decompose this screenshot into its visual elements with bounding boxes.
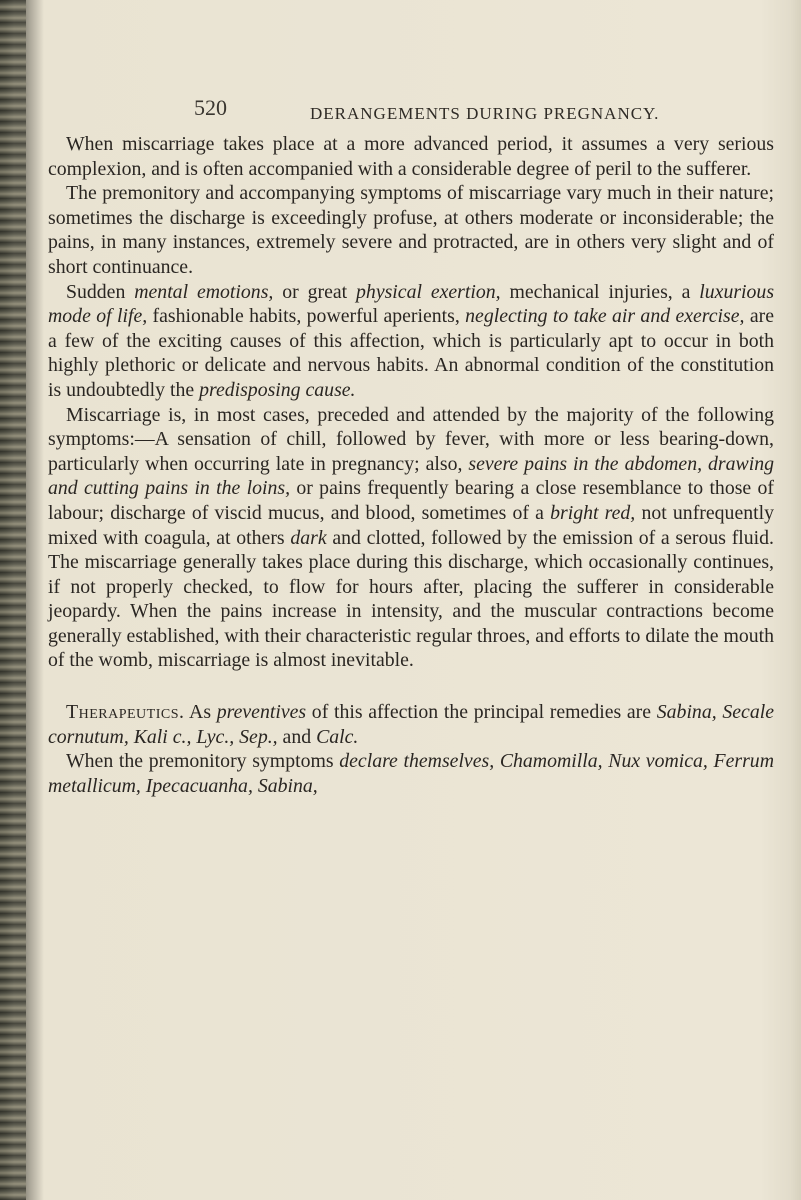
- p3-italic-d: physical exertion,: [356, 280, 501, 303]
- p4-italic-f: dark: [290, 526, 327, 549]
- p3-text-g: fashionable habits, powerful aperients,: [147, 305, 466, 328]
- p6-italic-b: declare themselves, Chamomilla, Nux vomica, Ferrum metallicum, Ipecacuanha, Sabina,: [48, 750, 774, 797]
- p3-italic-h: neglecting to take air and exercise,: [465, 305, 745, 328]
- p6-text-a: When the premonitory symptoms: [66, 750, 340, 773]
- p4-text-a: Miscarriage is, in most cases, preceded and attended by the majority of the following symptoms:—A sensation of chill, followed by fever, with more or less bearing-down, particularly when occurring late in pregnancy; also,: [48, 403, 774, 475]
- page-number: 520: [194, 95, 227, 120]
- p4-text-e: not unfrequently mixed with coagula, at others: [48, 501, 774, 549]
- paragraph-1: When miscarriage takes place at a more advanced period, it assumes a very serious complexion, and is often accompanied with a considerable degree of peril to the sufferer.: [48, 133, 774, 180]
- p5-text-d: of this affection the principal remedies are: [306, 701, 657, 724]
- p3-italic-j: predisposing cause.: [199, 378, 356, 401]
- book-gutter: [0, 0, 26, 1200]
- paragraph-5: [48, 700, 774, 749]
- paragraph-3: [48, 280, 774, 403]
- p3-italic-b: mental emotions,: [134, 280, 274, 303]
- p4-text-c: or pains frequently bearing a close resemblance to those of labour; discharge of viscid mucus, and blood, sometimes of a: [48, 477, 774, 524]
- p4-italic-d: bright red,: [550, 501, 636, 524]
- p3-text-c: or great: [273, 280, 357, 303]
- p3-text-e: mechanical injuries, a: [500, 280, 700, 303]
- paragraph-6: [48, 749, 774, 798]
- page-header: [48, 96, 774, 132]
- p4-italic-b: severe pains in the abdomen, drawing and cutting pains in the loins,: [48, 452, 774, 500]
- page-text: [48, 96, 774, 798]
- p3-text-a: Sudden: [66, 280, 135, 303]
- p5-text-b: As: [184, 701, 217, 724]
- p5-italic-g: Calc.: [316, 725, 359, 748]
- p5-italic-e: Sabina, Secale cornutum, Kali c., Lyc., Sep.,: [48, 701, 774, 748]
- p3-text-i: are a few of the exciting causes of this affection, which is particularly apt to occur in both highly plethoric or delicate and nervous habits. An abnormal condition of the constitution is undoubtedly the: [48, 305, 774, 401]
- section-heading-therapeutics: Therapeutics.: [66, 701, 185, 724]
- running-head: DERANGEMENTS DURING PREGNANCY.: [310, 104, 660, 123]
- gutter-shadow: [26, 0, 44, 1200]
- p5-italic-c: preventives: [216, 701, 307, 724]
- paragraph-4: [48, 403, 774, 674]
- p4-text-g: and clotted, followed by the emission of a serous fluid. The miscarriage generally takes place during this discharge, which occasionally continues, if not properly checked, to flow for hours after, placing the sufferer in considerable jeopardy. When the pains increase in intensity, and the muscular contractions become generally established, with their characteristic regular throes, and efforts to dilate the mouth of the womb, miscarriage is almost inevitable.: [48, 526, 774, 672]
- p3-italic-f: luxurious mode of life,: [48, 280, 775, 328]
- paragraph-2: The premonitory and accompanying symptoms of miscarriage vary much in their nature; sometimes the discharge is exceedingly profuse, at others moderate or inconsiderable; the pains, in many instances, extremely severe and protracted, are in others very slight and of short continuance.: [48, 182, 774, 278]
- p5-text-f: and: [277, 725, 317, 748]
- section-gap: [48, 673, 774, 700]
